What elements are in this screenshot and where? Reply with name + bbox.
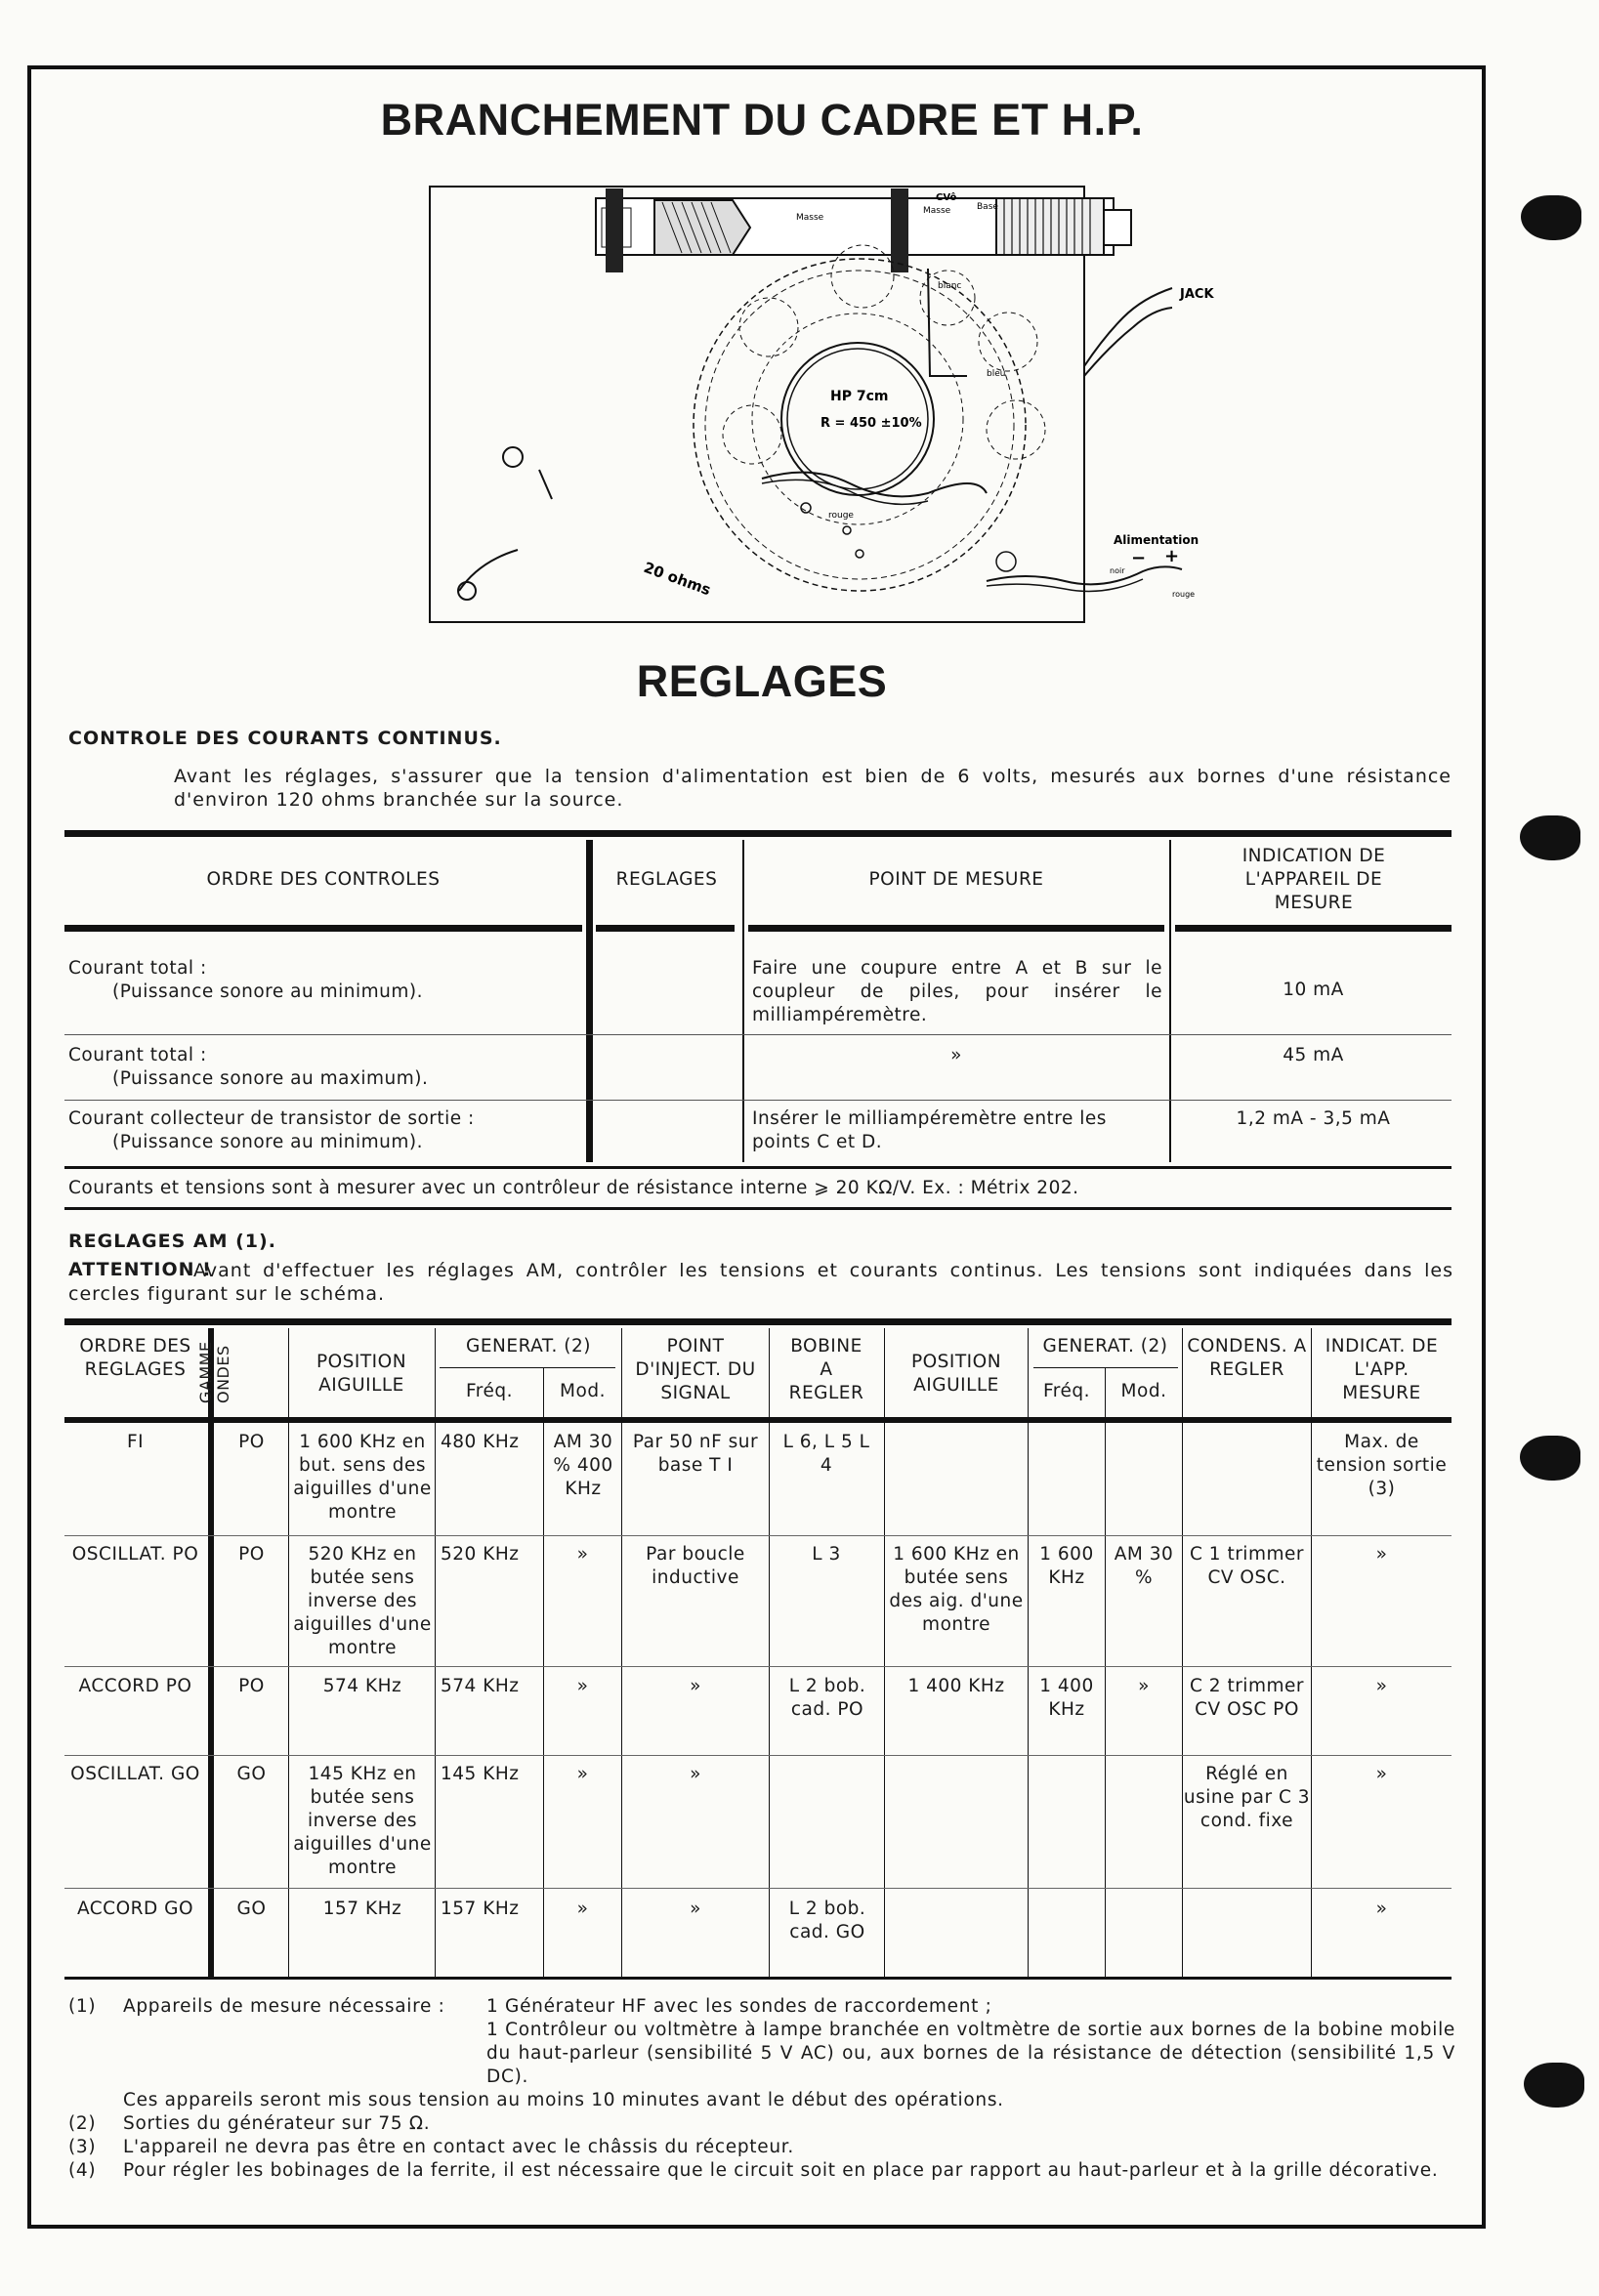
am-r2-gamme: PO <box>238 1544 265 1565</box>
am-r2-mod: » <box>576 1544 589 1565</box>
binder-hole <box>1524 2063 1584 2108</box>
am-h-position: POSITION AIGUILLE <box>316 1352 407 1396</box>
note1-a: 1 Générateur HF avec les sondes de raccordement ; <box>486 1996 992 2017</box>
dc-row3-ordre: Courant collecteur de transistor de sortie : <box>68 1108 475 1129</box>
dc-row1-ordre-sub: (Puissance sonore au minimum). <box>112 981 423 1002</box>
label-masse-left: Masse <box>796 213 824 223</box>
am-r3-position2: 1 400 KHz <box>907 1676 1005 1696</box>
am-r3-freq: 574 KHz <box>441 1676 520 1696</box>
am-r2-position: 520 KHz en butée sens inverse des aiguilles d'une montre <box>293 1544 432 1658</box>
am-r2-position2: 1 600 KHz en butée sens des aig. d'une montre <box>889 1544 1024 1635</box>
am-r4-gamme: GO <box>236 1764 267 1784</box>
label-20-ohms: 20 ohms <box>641 558 714 600</box>
am-heading: REGLAGES AM (1). <box>68 1231 276 1252</box>
binder-hole <box>1521 195 1581 240</box>
label-masse-top: Masse <box>923 206 951 216</box>
am-r2-indicat: » <box>1375 1544 1388 1565</box>
dc-footer: Courants et tensions sont à mesurer avec un contrôleur de résistance interne ⩾ 20 KΩ/V. Ex. : Métrix 202. <box>68 1178 1079 1198</box>
reglages-title: REGLAGES <box>636 656 888 706</box>
am-r2-condens: C 1 trimmer CV OSC. <box>1190 1544 1304 1588</box>
am-h-bobine: BOBINE A REGLER <box>788 1336 864 1403</box>
am-r3-bobine: L 2 bob. cad. PO <box>788 1676 866 1720</box>
binder-hole <box>1520 1436 1580 1481</box>
am-r1-point: Par 50 nF sur base T I <box>632 1432 759 1476</box>
am-h-position2: POSITION AIGUILLE <box>910 1352 1002 1396</box>
am-r1-freq: 480 KHz <box>441 1432 520 1452</box>
attention-text: Avant d'effectuer les réglages AM, contrôler les tensions et courants continus. Les tensions sont indiquées dans les cercles figurant sur le schéma. <box>68 1260 1453 1305</box>
note1-b: 1 Contrôleur ou voltmètre à lampe branchée en voltmètre de sortie aux bornes de la bobine mobile du haut-parleur (sensibilité 5 V AC) ou, aux bornes de la résistance de détection (sensibilité 1,5 V DC). <box>486 2020 1455 2087</box>
am-r2-freq2: 1 600 KHz <box>1039 1544 1094 1588</box>
label-blanc: blanc <box>938 281 962 291</box>
am-r3-gamme: PO <box>238 1676 265 1696</box>
am-h-ordre: ORDRE DES REGLAGES <box>79 1336 191 1380</box>
label-minus: − <box>1131 548 1147 568</box>
label-jack: JACK <box>1180 287 1214 302</box>
dc-row1-point: Faire une coupure entre A et B sur le coupleur de piles, pour insérer le milliampéremètre. <box>752 958 1162 1025</box>
dc-header-point: POINT DE MESURE <box>868 869 1044 890</box>
label-alimentation: Alimentation <box>1114 533 1199 547</box>
note1-c: Ces appareils seront mis sous tension au moins 10 minutes avant le début des opérations. <box>123 2090 1004 2110</box>
am-h-generat: GENERAT. (2) <box>466 1336 591 1357</box>
am-r5-mod: » <box>576 1899 589 1919</box>
am-h-condens: CONDENS. A REGLER <box>1187 1336 1307 1380</box>
am-h-mod: Mod. <box>560 1381 606 1401</box>
am-r2-bobine: L 3 <box>812 1544 841 1565</box>
am-r2-ordre: OSCILLAT. PO <box>71 1544 199 1565</box>
dc-intro: Avant les réglages, s'assurer que la tension d'alimentation est bien de 6 volts, mesurés aux bornes d'une résistance d'environ 120 ohms branchée sur la source. <box>174 766 1452 811</box>
label-base: Base <box>977 202 998 212</box>
dc-row3-point: Insérer le milliampéremètre entre les points C et D. <box>752 1108 1107 1152</box>
attention-label: ATTENTION ! <box>68 1259 212 1280</box>
label-bleu: bleu <box>987 369 1006 379</box>
am-r1-gamme: PO <box>238 1432 265 1452</box>
am-r1-indicat: Max. de tension sortie (3) <box>1316 1432 1448 1499</box>
dc-row1-indication: 10 mA <box>1283 980 1344 1000</box>
dc-row2-ordre-sub: (Puissance sonore au maximum). <box>112 1068 429 1089</box>
dc-header-reglages: REGLAGES <box>615 869 718 890</box>
label-plus: + <box>1164 546 1180 566</box>
note1-label: Appareils de mesure nécessaire : <box>123 1996 445 2017</box>
label-noir: noir <box>1110 566 1125 575</box>
am-h-freq2: Fréq. <box>1042 1381 1090 1401</box>
am-r3-point: » <box>690 1676 701 1696</box>
am-r3-condens: C 2 trimmer CV OSC PO <box>1190 1676 1304 1720</box>
am-r4-indicat: » <box>1375 1764 1388 1784</box>
am-r3-position: 574 KHz <box>322 1676 402 1696</box>
coil-go <box>996 198 1104 255</box>
label-r: R = 450 ±10% <box>821 416 922 431</box>
am-r3-mod2: » <box>1138 1676 1150 1696</box>
dc-row2-ordre: Courant total : <box>68 1045 207 1065</box>
am-r1-ordre: FI <box>126 1432 145 1452</box>
am-r1-mod: AM 30 % 400 KHz <box>553 1432 613 1499</box>
dc-row3-ordre-sub: (Puissance sonore au minimum). <box>112 1132 423 1152</box>
am-h-mod2: Mod. <box>1120 1381 1167 1401</box>
note4-num: (4) <box>68 2160 97 2181</box>
dc-header-indication: INDICATION DE L'APPAREIL DE MESURE <box>1241 846 1386 913</box>
am-r3-ordre: ACCORD PO <box>78 1676 192 1696</box>
dc-header-ordre: ORDRE DES CONTROLES <box>206 869 441 890</box>
am-h-freq: Fréq. <box>465 1381 513 1401</box>
coil-po <box>654 200 750 255</box>
note4: Pour régler les bobinages de la ferrite, il est nécessaire que le circuit soit en place par rapport au haut-parleur et à la grille décorative. <box>123 2160 1439 2181</box>
am-r4-ordre: OSCILLAT. GO <box>70 1764 200 1784</box>
am-r3-freq2: 1 400 KHz <box>1039 1676 1094 1720</box>
am-h-gamme: GAMME ONDES <box>196 1341 232 1403</box>
am-r4-freq: 145 KHz <box>441 1764 520 1784</box>
dc-row2-indication: 45 mA <box>1283 1045 1344 1065</box>
note3: L'appareil ne devra pas être en contact avec le châssis du récepteur. <box>123 2137 794 2157</box>
am-r3-mod: » <box>576 1676 589 1696</box>
label-hp: HP 7cm <box>830 389 889 404</box>
am-r5-bobine: L 2 bob. cad. GO <box>788 1899 866 1942</box>
dc-heading: CONTROLE DES COURANTS CONTINUS. <box>68 728 502 749</box>
am-r5-position: 157 KHz <box>322 1899 402 1919</box>
am-r2-point: Par boucle inductive <box>646 1544 745 1588</box>
am-r4-point: » <box>690 1764 701 1784</box>
am-r2-freq: 520 KHz <box>441 1544 520 1565</box>
am-r5-gamme: GO <box>236 1899 267 1919</box>
dc-row3-indication: 1,2 mA - 3,5 mA <box>1236 1108 1391 1129</box>
am-r1-bobine: L 6, L 5 L 4 <box>782 1432 870 1476</box>
dc-row1-ordre: Courant total : <box>68 958 207 979</box>
note2-num: (2) <box>68 2113 97 2134</box>
binder-hole <box>1520 815 1580 860</box>
am-r5-point: » <box>690 1899 701 1919</box>
am-r5-ordre: ACCORD GO <box>76 1899 194 1919</box>
wiring-diagram <box>420 181 1231 630</box>
dc-row2-point: » <box>950 1045 962 1065</box>
am-h-indicat: INDICAT. DE L'APP. MESURE <box>1325 1336 1439 1403</box>
am-r4-condens: Réglé en usine par C 3 cond. fixe <box>1183 1764 1311 1831</box>
am-r3-indicat: » <box>1375 1676 1388 1696</box>
label-rouge: rouge <box>828 511 854 521</box>
am-h-point: POINT D'INJECT. DU SIGNAL <box>635 1336 756 1403</box>
note2: Sorties du générateur sur 75 Ω. <box>123 2113 431 2134</box>
am-r5-indicat: » <box>1375 1899 1388 1919</box>
am-h-generat2: GENERAT. (2) <box>1042 1336 1168 1357</box>
am-r1-position: 1 600 KHz en but. sens des aiguilles d'une montre <box>293 1432 432 1523</box>
am-r5-freq: 157 KHz <box>441 1899 520 1919</box>
label-cvo: CVô <box>936 192 957 203</box>
diagram-title: BRANCHEMENT DU CADRE ET H.P. <box>380 95 1144 145</box>
note1-num: (1) <box>68 1996 97 2017</box>
note3-num: (3) <box>68 2137 97 2157</box>
am-r4-mod: » <box>576 1764 589 1784</box>
am-r2-mod2: AM 30 % <box>1114 1544 1174 1588</box>
am-r4-position: 145 KHz en butée sens inverse des aiguilles d'une montre <box>293 1764 432 1878</box>
label-rouge-2: rouge <box>1172 590 1196 599</box>
